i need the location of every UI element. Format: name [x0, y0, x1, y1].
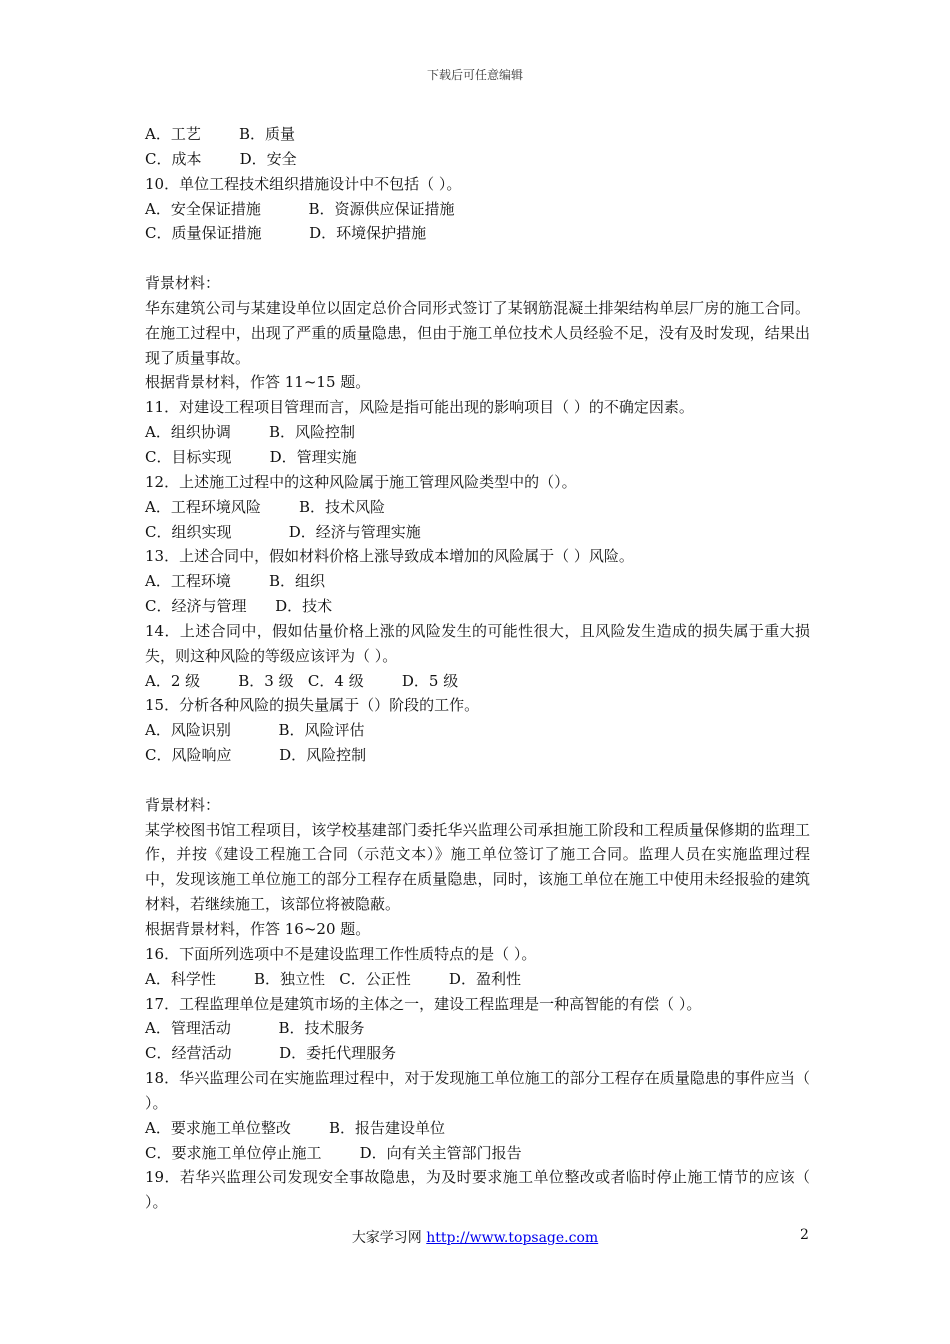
background-heading-2: 背景材料： — [145, 795, 221, 814]
q18-options-cd: C．要求施工单位停止施工 D．向有关主管部门报告 — [145, 1143, 522, 1162]
q17-options-ab: A．管理活动 B．技术服务 — [145, 1019, 365, 1038]
q9-options-cd: C．成本 D．安全 — [145, 149, 297, 168]
q14-options: A．2 级 B．3 级 C．4 级 D．5 级 — [145, 671, 459, 690]
question-15: 15．分析各种风险的损失量属于（）阶段的工作。 — [145, 696, 480, 715]
footer-site-name: 大家学习网 — [351, 1230, 427, 1246]
background-paragraph-1: 华东建筑公司与某建设单位以固定总价合同形式签订了某钢筋混凝土排架结构单层厂房的施工合同。在施工过程中，出现了严重的质量隐患，但由于施工单位技术人员经验不足，没有及时发现，结果出现了质量事故。 — [145, 298, 810, 367]
q11-options-cd: C．目标实现 D．管理实施 — [145, 447, 357, 466]
question-12: 12．上述施工过程中的这种风险属于施工管理风险类型中的（）。 — [145, 472, 577, 491]
q12-options-ab: A．工程环境风险 B．技术风险 — [145, 497, 386, 516]
question-18: 18．华兴监理公司在实施监理过程中，对于发现施工单位施工的部分工程存在质量隐患的事件应当（ ）。 — [145, 1069, 810, 1112]
q15-options-ab: A．风险识别 B．风险评估 — [145, 721, 365, 740]
q15-options-cd: C．风险响应 D．风险控制 — [145, 746, 367, 765]
instruction-16-20: 根据背景材料，作答 16~20 题。 — [145, 920, 371, 938]
background-heading-1: 背景材料： — [145, 274, 221, 293]
q10-options-ab: A．安全保证措施 B．资源供应保证措施 — [145, 199, 455, 218]
q9-options-ab: A．工艺 B．质量 — [145, 125, 296, 143]
blank-line — [145, 768, 810, 793]
q11-options-ab: A．组织协调 B．风险控制 — [145, 423, 356, 442]
q18-options-ab: A．要求施工单位整改 B．报告建设单位 — [145, 1118, 446, 1137]
question-17: 17．工程监理单位是建筑市场的主体之一，建设工程监理是一种高智能的有偿（ ）。 — [145, 994, 702, 1013]
q10-options-cd: C．质量保证措施 D．环境保护措施 — [145, 224, 427, 243]
question-13: 13．上述合同中，假如材料价格上涨导致成本增加的风险属于（ ）风险。 — [145, 547, 634, 566]
instruction-11-15: 根据背景材料，作答 11~15 题。 — [145, 373, 371, 392]
question-11: 11．对建设工程项目管理而言，风险是指可能出现的影响项目（ ）的不确定因素。 — [145, 398, 694, 417]
question-16: 16．下面所列选项中不是建设监理工作性质特点的是（ ）。 — [145, 944, 537, 963]
page-header: 下载后可任意编辑 — [426, 68, 523, 82]
question-10: 10．单位工程技术组织措施设计中不包括（ ）。 — [145, 174, 462, 193]
question-14: 14．上述合同中，假如估量价格上涨的风险发生的可能性很大，且风险发生造成的损失属于重大损失，则这种风险的等级应该评为（ ）。 — [145, 621, 810, 665]
footer-link[interactable]: http://www.topsage.com — [426, 1230, 599, 1246]
q12-options-cd: C．组织实现 D．经济与管理实施 — [145, 522, 421, 541]
document-body — [145, 122, 810, 1215]
background-paragraph-2: 某学校图书馆工程项目，该学校基建部门委托华兴监理公司承担施工阶段和工程质量保修期的监理工作，并按《建设工程施工合同（示范文本）》施工单位签订了施工合同。监理人员在实施监理过程中，发现该施工单位施工的部分工程存在质量隐患，同时，该施工单位在施工中使用未经报验的建筑材料，若继续施工，该部位将被隐蔽。 — [145, 820, 810, 914]
q16-options: A．科学性 B．独立性 C．公正性 D．盈利性 — [145, 969, 521, 988]
question-19: 19．若华兴监理公司发现安全事故隐患，为及时要求施工单位整改或者临时停止施工情节的应该（ ）。 — [145, 1168, 810, 1212]
blank-line — [145, 246, 810, 271]
q13-options-ab: A．工程环境 B．组织 — [145, 572, 326, 591]
q17-options-cd: C．经营活动 D．委托代理服务 — [145, 1044, 397, 1063]
page-number: 2 — [800, 1227, 809, 1243]
q13-options-cd: C．经济与管理 D．技术 — [145, 597, 333, 616]
